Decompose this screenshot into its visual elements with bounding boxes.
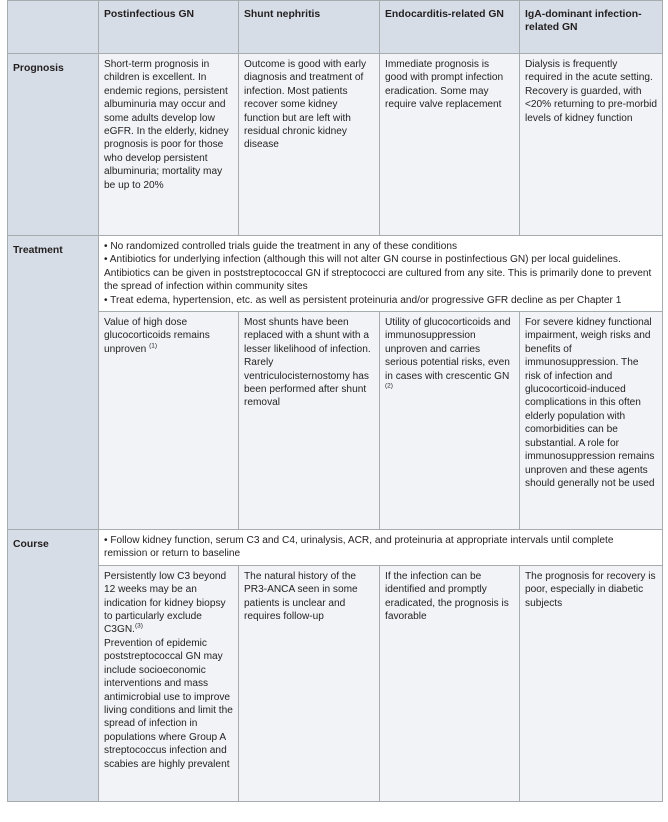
treatment-endocarditis-text: Utility of glucocorticoids and immunosuppression unproven and carries serious potential risks, even in cases with crescentic GN (385, 317, 511, 382)
course-endocarditis: If the infection can be identified and promptly eradicated, the prognosis is favorable (380, 565, 520, 801)
course-shared-row (8, 530, 663, 566)
prognosis-iga: Dialysis is frequently required in the acute setting. Recovery is guarded, with <20% returning to pre-morbid levels of kidney function (520, 54, 663, 236)
course-row (8, 565, 663, 801)
prognosis-shunt: Outcome is good with early diagnosis and treatment of infection. Most patients recover some kidney function but are left with residual chronic kidney disease (239, 54, 380, 236)
row-label-prognosis: Prognosis (8, 54, 99, 236)
treatment-bullet: • Antibiotics for underlying infection (although this will not alter GN course in postinfectious GN) per local guidelines. Antibiotics can be given in poststreptococcal GN if streptococci are cultured from any site. This is primarily done to prevent the spread of infection within community sites (104, 254, 652, 293)
col-header-iga: IgA-dominant infection-related GN (520, 1, 663, 54)
course-postinfectious (99, 565, 239, 801)
row-label-course: Course (8, 530, 99, 802)
corner-cell (8, 1, 99, 54)
col-header-endocarditis: Endocarditis-related GN (380, 1, 520, 54)
treatment-row (8, 312, 663, 530)
treatment-shunt: Most shunts have been replaced with a shunt with a lesser likelihood of infection. Rarely ventriculocisternostomy has been performed after shunt removal (239, 312, 380, 530)
reference-marker: (1) (149, 342, 158, 350)
course-shared-cell: • Follow kidney function, serum C3 and C4, urinalysis, ACR, and proteinuria at appropriate intervals until complete remission or return to baseline (99, 530, 663, 566)
col-header-shunt: Shunt nephritis (239, 1, 380, 54)
comparison-table (7, 0, 663, 802)
treatment-iga: For severe kidney functional impairment, weigh risks and benefits of immunosuppression. The risk of infection and glucocorticoid-induced complications in this often elderly population with comorbidities can be substantial. A role for immunosuppression remains unproven and these agents should generally not be used (520, 312, 663, 530)
prognosis-endocarditis: Immediate prognosis is good with prompt infection eradication. Some may require valve replacement (380, 54, 520, 236)
reference-marker: (3) (134, 623, 143, 631)
treatment-endocarditis (380, 312, 520, 530)
course-postinfectious-text-b: Prevention of epidemic poststreptococcal GN may include socioeconomic interventions and mass antimicrobial use to improve living conditions and limit the spread of infection in populations where Group A streptococcus infection and scabies are highly prevalent (104, 637, 233, 770)
treatment-shared-cell (99, 236, 663, 312)
treatment-shared-row (8, 236, 663, 312)
treatment-bullet: • No randomized controlled trials guide the treatment in any of these conditions (104, 241, 458, 252)
treatment-postinfectious (99, 312, 239, 530)
header-row (8, 1, 663, 54)
cropped-footer-text (410, 812, 660, 822)
reference-marker: (2) (385, 382, 393, 390)
treatment-postinfectious-text: Value of high dose glucocorticoids remains unproven (104, 317, 210, 355)
col-header-postinfectious: Postinfectious GN (99, 1, 239, 54)
course-shunt: The natural history of the PR3-ANCA seen in some patients is unclear and requires follow-up (239, 565, 380, 801)
prognosis-row (8, 54, 663, 236)
treatment-bullet: • Treat edema, hypertension, etc. as well as persistent proteinuria and/or progressive GFR decline as per Chapter 1 (104, 294, 622, 306)
course-postinfectious-text-a: Persistently low C3 beyond 12 weeks may be an indication for kidney biopsy to particularly exclude C3GN. (104, 570, 227, 636)
row-label-treatment: Treatment (8, 236, 99, 530)
prognosis-postinfectious: Short-term prognosis in children is excellent. In endemic regions, persistent albuminuria may occur and some adults develop low eGFR. In the elderly, kidney prognosis is poor for those who develop persistent albuminuria; mortality may be up to 20% (99, 54, 239, 236)
course-iga: The prognosis for recovery is poor, especially in diabetic subjects (520, 565, 663, 801)
treatment-bullet-list (104, 240, 657, 307)
